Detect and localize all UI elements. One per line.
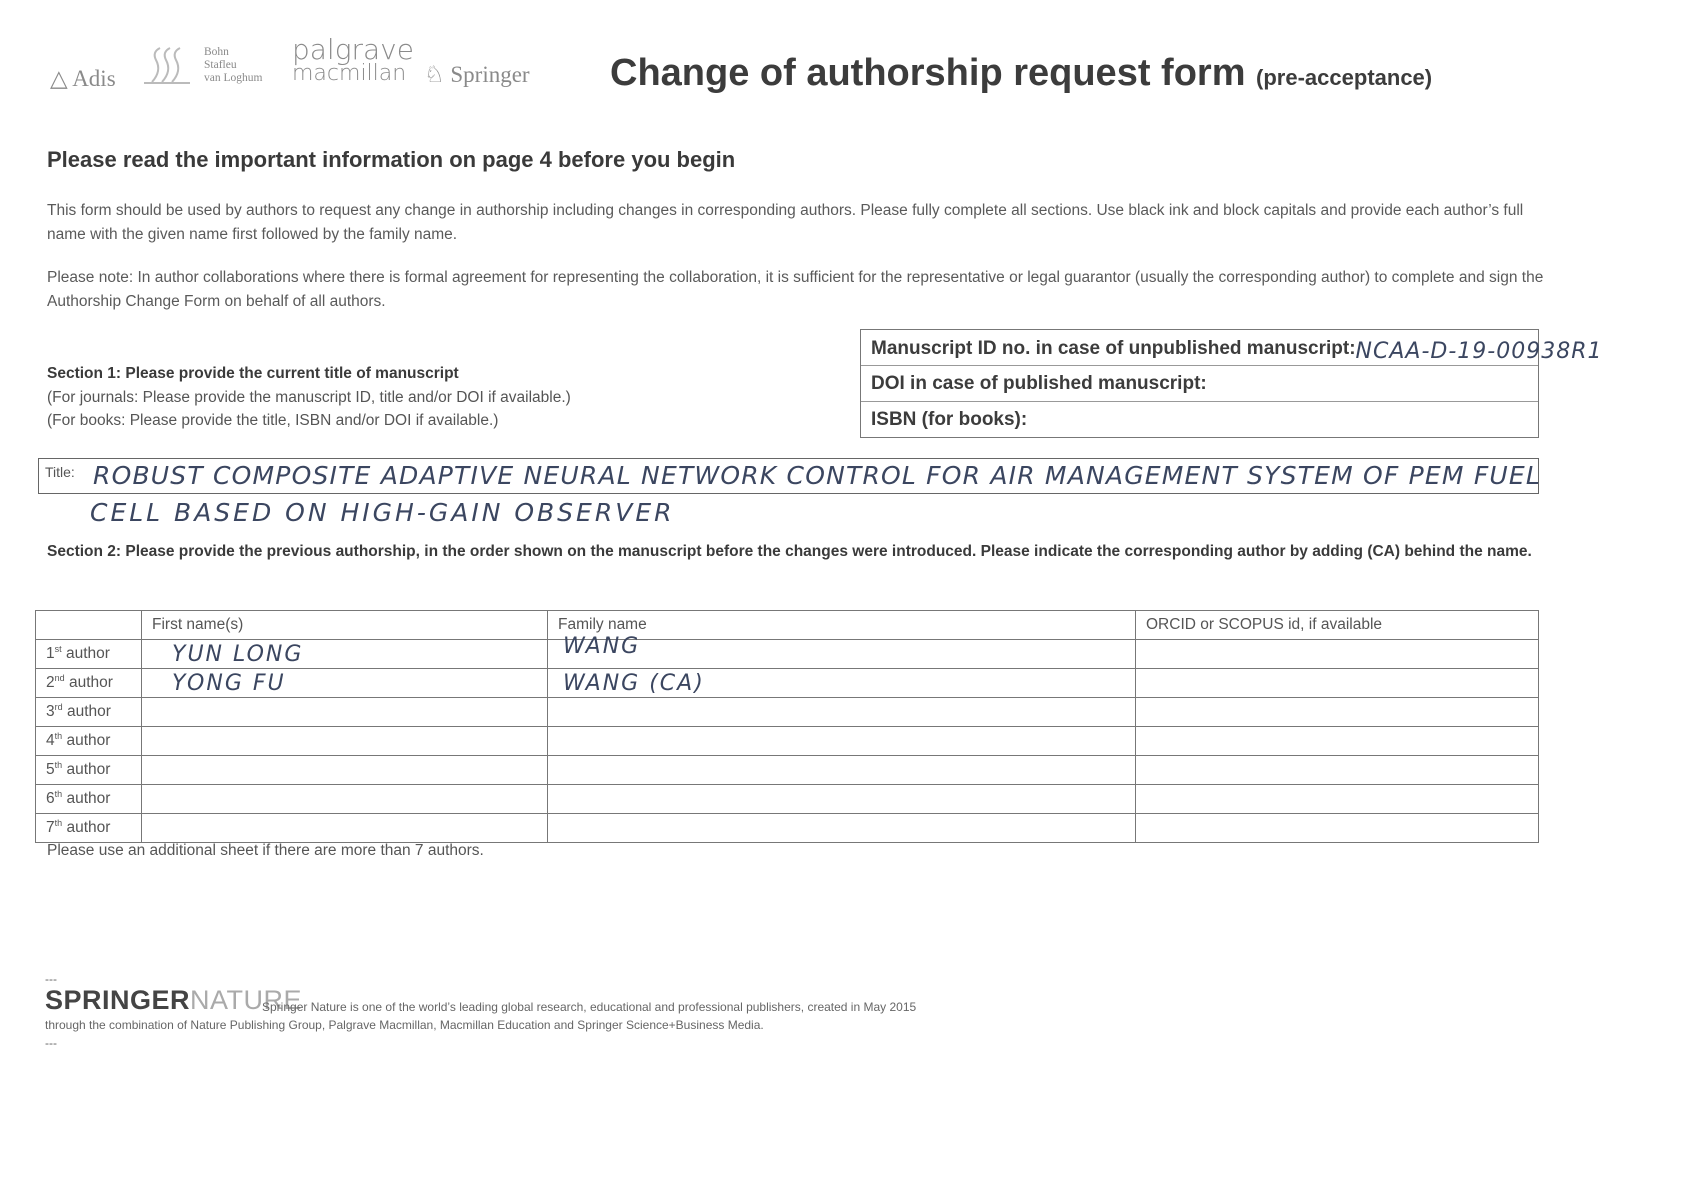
first-name-cell[interactable] (142, 698, 548, 727)
ordinal-suffix: nd (54, 673, 65, 684)
ordinal-num: 7 (46, 819, 55, 837)
title-line-2: CELL BASED ON HIGH-GAIN OBSERVER (90, 498, 675, 527)
author-ordinal (36, 698, 142, 727)
authors-table (35, 610, 1539, 843)
table-row (36, 756, 1539, 785)
important-info-heading: Please read the important information on page 4 before you begin (47, 147, 736, 172)
first-name-cell[interactable] (142, 640, 548, 669)
first-name-cell[interactable] (142, 669, 548, 698)
family-name-value: WANG (CA) (563, 671, 705, 696)
first-name-cell[interactable] (142, 756, 548, 785)
additional-sheet-note: Please use an additional sheet if there are more than 7 authors. (47, 842, 484, 859)
ordinal-num: 4 (46, 732, 55, 750)
palgrave-logo (292, 33, 414, 86)
header-blank (36, 611, 142, 640)
first-name-value: YONG FU (172, 671, 286, 696)
logo-text: macmillan (292, 61, 407, 86)
ordinal-label: author (66, 761, 111, 779)
title-subtitle: (pre-acceptance) (1256, 65, 1433, 90)
logo-text: van Loghum (204, 72, 263, 84)
author-ordinal (36, 756, 142, 785)
triangle-icon: △ (50, 66, 68, 91)
logo-text: Springer (450, 62, 530, 87)
springer-logo (424, 62, 530, 88)
doi-row (861, 366, 1538, 402)
ordinal-suffix: th (54, 731, 63, 742)
table-row (36, 814, 1539, 843)
author-ordinal (36, 669, 142, 698)
brand-springer: SPRINGER (45, 985, 191, 1015)
section1-heading: Section 1: Please provide the current title of manuscript (47, 365, 459, 382)
isbn-label: ISBN (for books): (871, 409, 1028, 430)
orcid-cell[interactable] (1136, 698, 1539, 727)
header-first-name: First name(s) (142, 611, 548, 640)
author-ordinal (36, 640, 142, 669)
footer-dash: --- (45, 1036, 57, 1050)
header-orcid: ORCID or SCOPUS id, if available (1136, 611, 1539, 640)
author-ordinal (36, 814, 142, 843)
family-name-cell[interactable] (548, 698, 1136, 727)
brand-nature: NATURE (190, 985, 303, 1015)
manuscript-info-box (860, 329, 1603, 438)
ordinal-label: author (66, 790, 111, 808)
ordinal-suffix: rd (54, 702, 63, 713)
first-name-value: YUN LONG (172, 642, 304, 667)
ordinal-label: author (68, 674, 113, 692)
ordinal-num: 2 (46, 674, 55, 692)
title-text: Change of authorship request form (610, 52, 1246, 94)
chess-knight-icon: ♘ (424, 62, 445, 87)
ordinal-label: author (65, 645, 110, 663)
family-name-value: WANG (563, 634, 641, 659)
ordinal-num: 3 (46, 703, 55, 721)
author-ordinal (36, 727, 142, 756)
table-row (36, 640, 1539, 669)
ordinal-label: author (66, 732, 111, 750)
manuscript-id-row (861, 330, 1603, 366)
intro-paragraph: This form should be used by authors to request any change in authorship including changes in corresponding authors. Please fully complete all sections. Use black ink and block capitals and provide each author’s full name with the given name first followed by the family name. (47, 202, 1524, 243)
family-name-cell[interactable] (548, 634, 1136, 669)
adis-logo-text: Adis (72, 66, 116, 91)
logo-text: Bohn (204, 46, 229, 58)
table-row (36, 785, 1539, 814)
section2-heading: Section 2: Please provide the previous authorship, in the order shown on the manuscript before the changes were introduced. Please indicate the corresponding author by adding (CA) behind the name. (47, 543, 1532, 560)
family-name-cell[interactable] (548, 727, 1136, 756)
journals-note: (For journals: Please provide the manuscript ID, title and/or DOI if available.) (47, 388, 571, 406)
note-paragraph: Please note: In author collaborations where there is formal agreement for representing the collaboration, it is sufficient for the representative or legal guarantor (usually the corresponding author) to complete and sign the Authorship Change Form on behalf of all authors. (47, 269, 1544, 310)
table-header-row (36, 611, 1539, 640)
family-name-cell[interactable] (548, 785, 1136, 814)
doi-label: DOI in case of published manuscript: (871, 373, 1207, 394)
footer-line-1: Springer Nature is one of the world’s leading global research, educational and professional publishers, created in May 2015 (262, 1000, 917, 1014)
table-row (36, 727, 1539, 756)
first-name-cell[interactable] (142, 814, 548, 843)
first-name-cell[interactable] (142, 785, 548, 814)
logo-text: palgrave (292, 33, 414, 66)
ordinal-num: 1 (46, 645, 55, 663)
ordinal-num: 6 (46, 790, 55, 808)
ordinal-label: author (66, 819, 111, 837)
orcid-cell[interactable] (1136, 669, 1539, 698)
ordinal-num: 5 (46, 761, 55, 779)
author-ordinal (36, 785, 142, 814)
table-row (36, 669, 1539, 698)
manuscript-id-label: Manuscript ID no. in case of unpublished manuscript: (871, 338, 1356, 359)
footer-line-2: through the combination of Nature Publishing Group, Palgrave Macmillan, Macmillan Education and Springer Science+Business Media. (45, 1018, 764, 1032)
title-line-1: ROBUST COMPOSITE ADAPTIVE NEURAL NETWORK CONTROL FOR AIR MANAGEMENT SYSTEM OF PEM FUEL (93, 461, 1542, 490)
family-name-cell[interactable] (548, 669, 1136, 698)
adis-logo (50, 66, 116, 92)
title-field[interactable] (38, 458, 1542, 494)
ordinal-suffix: st (54, 644, 62, 655)
section1-instructions (47, 362, 571, 433)
books-note: (For books: Please provide the title, ISBN and/or DOI if available.) (47, 412, 499, 429)
ordinal-suffix: th (54, 760, 63, 771)
isbn-row (861, 402, 1538, 437)
orcid-cell[interactable] (1136, 727, 1539, 756)
ordinal-suffix: th (54, 789, 63, 800)
first-name-cell[interactable] (142, 727, 548, 756)
orcid-cell[interactable] (1136, 640, 1539, 669)
title-label: Title: (45, 464, 75, 480)
bohn-stafleu-logo (204, 46, 262, 85)
logo-text: Stafleu (204, 59, 237, 71)
orcid-cell[interactable] (1136, 785, 1539, 814)
footer-dash: --- (45, 972, 57, 986)
manuscript-id-field[interactable]: NCAA-D-19-00938R1 (1355, 339, 1603, 364)
ordinal-label: author (66, 703, 111, 721)
header-family-name: Family name (548, 611, 1136, 640)
orcid-cell[interactable] (1136, 814, 1539, 843)
family-name-cell[interactable] (548, 756, 1136, 785)
family-name-cell[interactable] (548, 814, 1136, 843)
ordinal-suffix: th (54, 818, 63, 829)
table-row (36, 698, 1539, 727)
orcid-cell[interactable] (1136, 756, 1539, 785)
page-title (610, 52, 1432, 95)
bohn-stafleu-logo-icon (142, 46, 192, 86)
